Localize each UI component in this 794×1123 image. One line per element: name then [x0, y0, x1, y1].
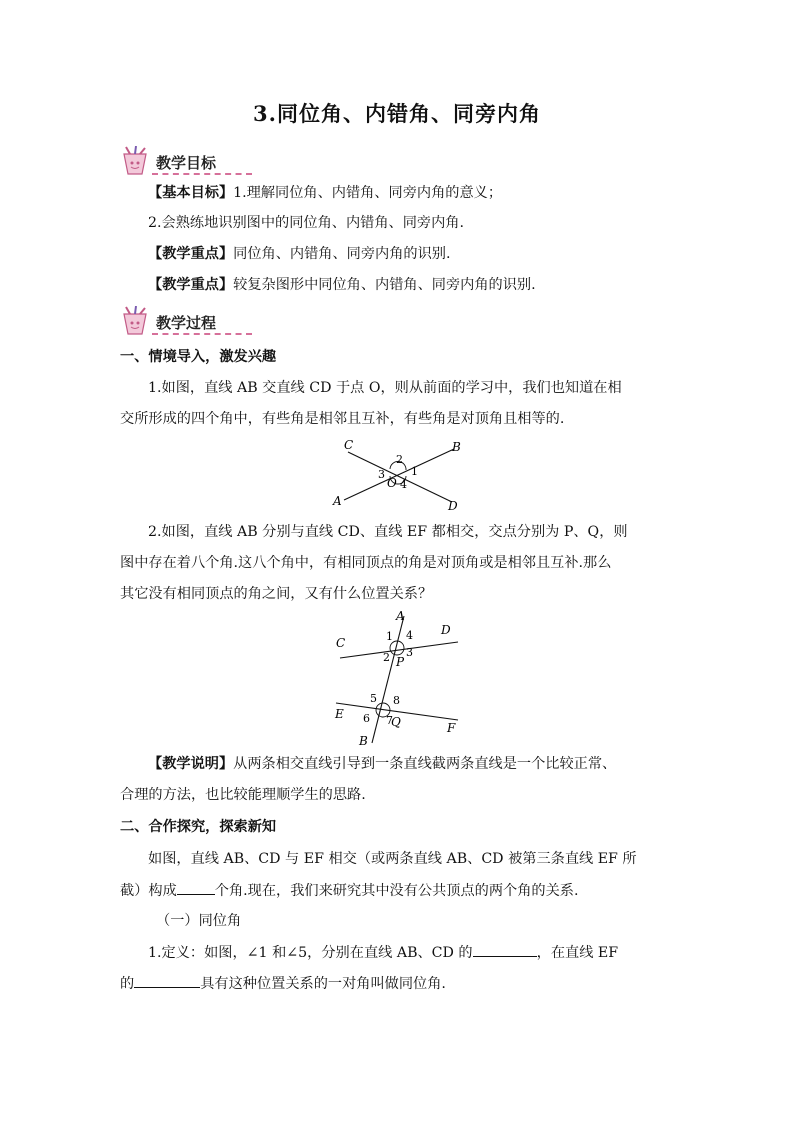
p1-line2-a: 截）构成 — [120, 883, 177, 899]
section-header-process — [118, 306, 258, 340]
angle-label-1: 1 — [411, 465, 418, 478]
part1-p2-line1: 2.如图，直线 AB 分别与直线 CD、直线 EF 都相交，交点分别为 P、Q，则 — [148, 524, 628, 540]
angle-label-1: 1 — [386, 630, 393, 643]
definition-line2 — [120, 973, 446, 994]
label-e: E — [335, 707, 344, 721]
label-c: C — [336, 636, 346, 650]
angle-label-8: 8 — [393, 694, 400, 707]
label-p: P — [396, 655, 405, 669]
goal-basic — [148, 183, 502, 203]
section-label: 教学目标 — [156, 154, 217, 172]
fill-blank[interactable] — [473, 942, 537, 957]
angle-label-7: 7 — [386, 714, 393, 727]
part1-p2-line2: 图中存在着八个角.这八个角中，有相同顶点的角是对顶角或是相邻且互补.那么 — [120, 555, 612, 571]
fill-blank[interactable] — [134, 973, 200, 988]
key-point-text: 同位角、内错角、同旁内角的识别. — [233, 246, 451, 262]
difficult-point-text: 较复杂图形中同位角、内错角、同旁内角的识别. — [233, 277, 536, 293]
section-header-goals — [118, 146, 258, 180]
part2-p1-line2 — [120, 880, 578, 901]
goal-difficult — [148, 275, 536, 295]
angle-label-2: 2 — [383, 651, 390, 664]
pencil-cup-icon — [118, 146, 152, 176]
section-label: 教学过程 — [156, 314, 217, 332]
def-line1-b: ，在直线 EF — [536, 945, 619, 961]
part1-p1-line1: 1.如图，直线 AB 交直线 CD 于点 O，则从前面的学习中，我们也知道在相 — [148, 380, 622, 396]
tag-difficult-point: 【教学重点】 — [148, 277, 234, 293]
label-d: D — [448, 499, 458, 513]
heading-part2: 二、合作探究，探索新知 — [120, 819, 277, 835]
angle-label-3: 3 — [406, 646, 413, 659]
angle-label-3: 3 — [378, 468, 385, 481]
tag-basic-goal: 【基本目标】 — [148, 185, 234, 201]
section-underline — [152, 333, 252, 335]
label-o: O — [387, 476, 397, 490]
definition-line1 — [148, 942, 618, 963]
angle-label-4: 4 — [400, 478, 407, 491]
label-b: B — [359, 734, 368, 748]
angle-label-5: 5 — [370, 692, 377, 705]
heading-part1: 一、情境导入，激发兴趣 — [120, 349, 277, 365]
label-c: C — [344, 438, 354, 452]
basic-goal-1: 1.理解同位角、内错角、同旁内角的意义； — [233, 185, 503, 201]
pencil-cup-icon — [118, 306, 152, 336]
label-d: D — [441, 623, 451, 637]
p1-line2-b: 个角.现在，我们来研究其中没有公共顶点的两个角的关系. — [214, 883, 579, 899]
note-line1: 从两条相交直线引导到一条直线截两条直线是一个比较正常、 — [233, 756, 617, 772]
angle-label-4: 4 — [406, 629, 413, 642]
label-b: B — [452, 440, 461, 454]
tag-key-point: 【教学重点】 — [148, 246, 234, 262]
angle-label-2: 2 — [396, 453, 403, 466]
subheading-corresponding: （一）同位角 — [156, 913, 242, 929]
fill-blank[interactable] — [177, 880, 215, 895]
figure-transversal — [330, 608, 465, 748]
label-a: A — [333, 494, 342, 508]
label-f: F — [447, 721, 456, 735]
angle-label-6: 6 — [363, 712, 370, 725]
page-title: 3.同位角、内错角、同旁内角 — [253, 101, 541, 126]
label-q: Q — [391, 715, 401, 729]
def-line1-a: 1.定义：如图，∠1 和∠5，分别在直线 AB、CD 的 — [148, 945, 473, 961]
tag-teaching-note: 【教学说明】 — [148, 756, 234, 772]
basic-goal-2: 2.会熟练地识别图中的同位角、内错角、同旁内角. — [148, 215, 464, 231]
part2-p1-line1: 如图，直线 AB、CD 与 EF 相交（或两条直线 AB、CD 被第三条直线 EF 所 — [148, 851, 637, 867]
part1-p2-line3: 其它没有相同顶点的角之间，又有什么位置关系？ — [120, 586, 433, 602]
note-line2: 合理的方法，也比较能理顺学生的思路. — [120, 787, 366, 803]
def-line2-b: 具有这种位置关系的一对角叫做同位角. — [200, 976, 446, 992]
section-underline — [152, 173, 252, 175]
def-line2-a: 的 — [120, 976, 135, 992]
teaching-note — [148, 754, 616, 774]
figure-intersecting-lines — [326, 434, 476, 514]
goal-key — [148, 244, 450, 264]
label-a: A — [396, 609, 405, 623]
part1-p1-line2: 交所形成的四个角中，有些角是相邻且互补，有些角是对顶角且相等的. — [120, 411, 565, 427]
